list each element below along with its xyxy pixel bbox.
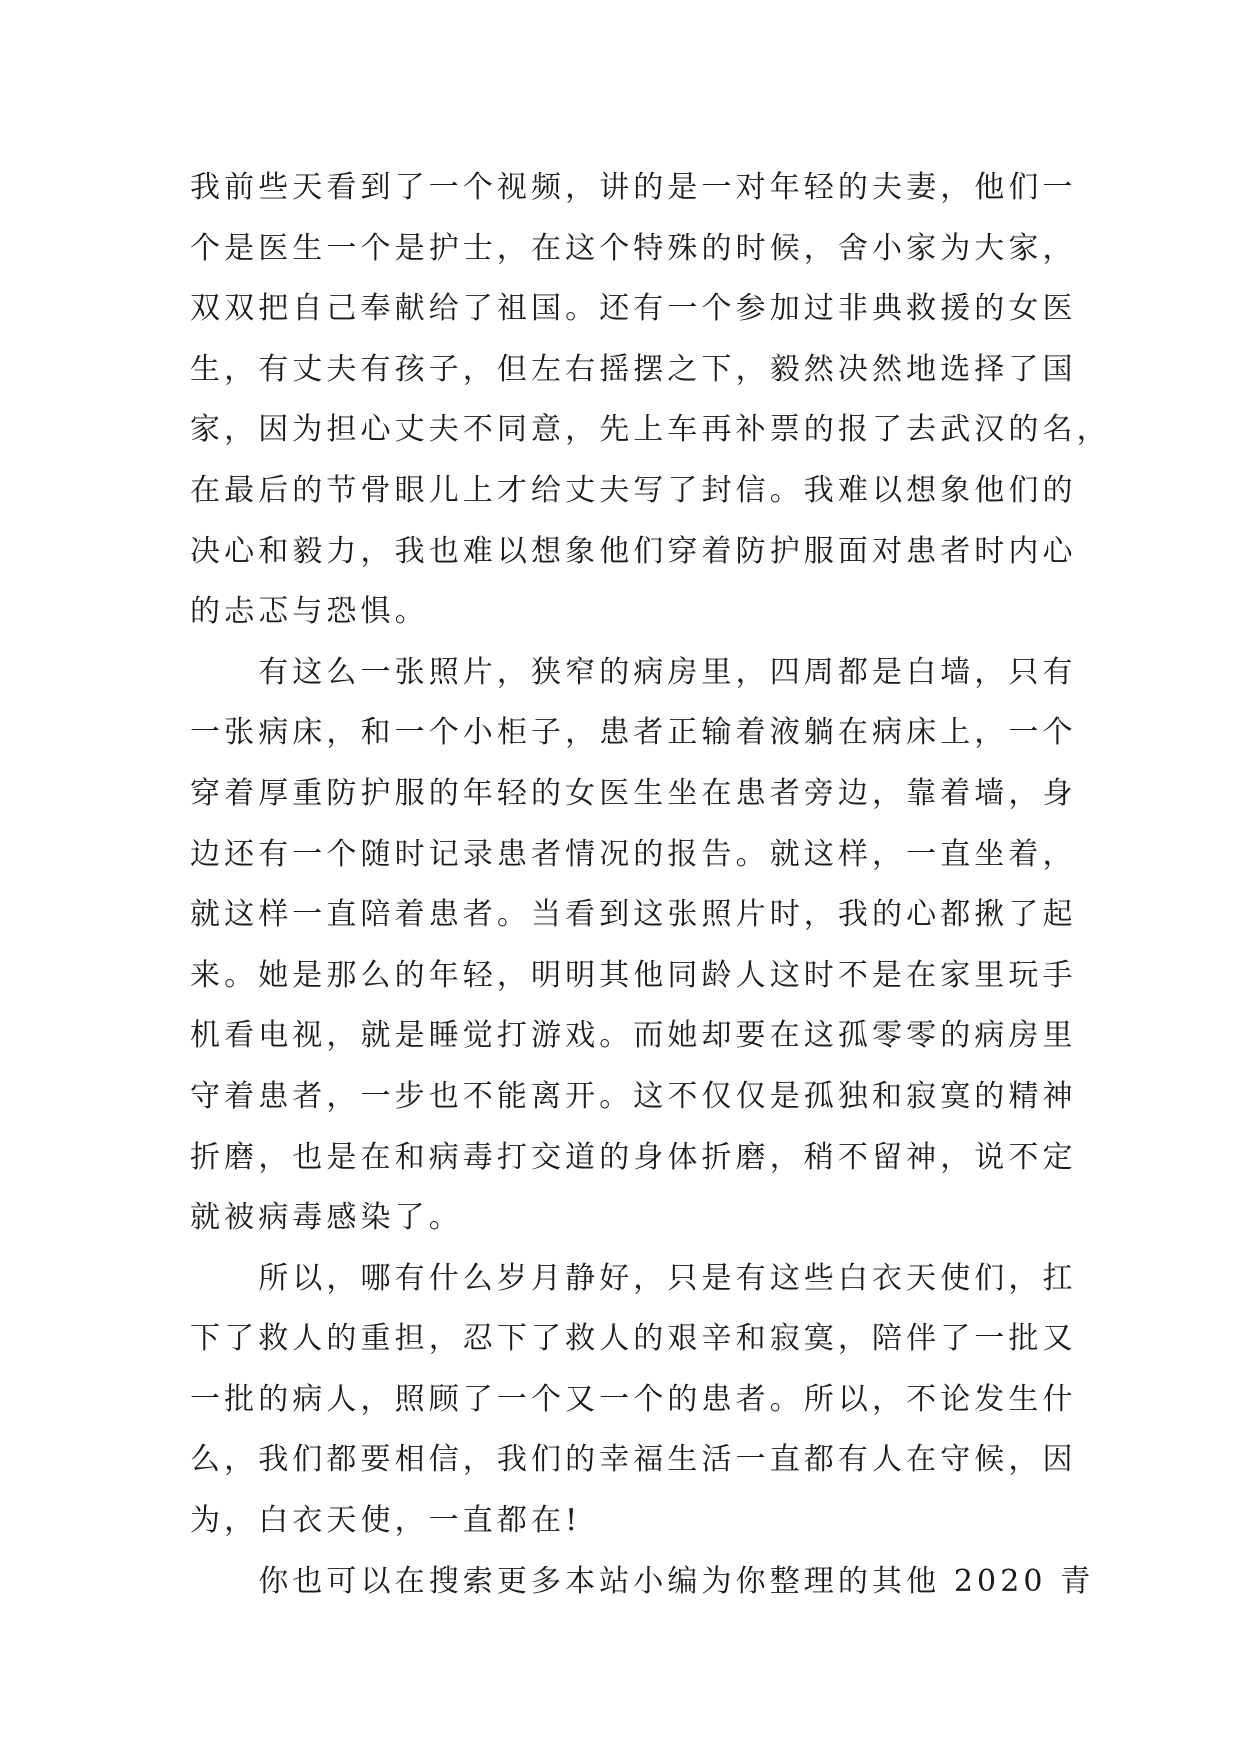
text-line: 你也可以在搜索更多本站小编为你整理的其他 2020 青 <box>190 1563 1095 1599</box>
text-line: 家，因为担心丈夫不同意，先上车再补票的报了去武汉的名， <box>190 412 1111 448</box>
text-line: 双双把自己奉献给了祖国。还有一个参加过非典救援的女医 <box>190 291 1077 327</box>
text-line: 在最后的节骨眼儿上才给丈夫写了封信。我难以想象他们的 <box>190 472 1077 508</box>
text-line: 守着患者，一步也不能离开。这不仅仅是孤独和寂寞的精神 <box>190 1078 1077 1114</box>
text-line: 一批的病人，照顾了一个又一个的患者。所以，不论发生什 <box>190 1381 1077 1417</box>
document-body <box>190 158 1111 1612</box>
text-line: 生，有丈夫有孩子，但左右摇摆之下，毅然决然地选择了国 <box>190 351 1077 387</box>
text-line: 下了救人的重担，忍下了救人的艰辛和寂寞，陪伴了一批又 <box>190 1321 1077 1357</box>
text-line: 机看电视，就是睡觉打游戏。而她却要在这孤零零的病房里 <box>190 1018 1077 1054</box>
text-line: 个是医生一个是护士，在这个特殊的时候，舍小家为大家， <box>190 230 1077 266</box>
text-line: 么，我们都要相信，我们的幸福生活一直都有人在守候，因 <box>190 1442 1077 1478</box>
text-line: 折磨，也是在和病毒打交道的身体折磨，稍不留神，说不定 <box>190 1139 1077 1175</box>
text-line: 一张病床，和一个小柜子，患者正输着液躺在病床上，一个 <box>190 715 1077 751</box>
text-line: 决心和毅力，我也难以想象他们穿着防护服面对患者时内心 <box>190 533 1077 569</box>
text-line: 的忐忑与恐惧。 <box>190 594 429 630</box>
text-line: 就这样一直陪着患者。当看到这张照片时，我的心都揪了起 <box>190 897 1077 933</box>
text-line: 有这么一张照片，狭窄的病房里，四周都是白墙，只有 <box>190 654 1077 690</box>
text-line: 边还有一个随时记录患者情况的报告。就这样，一直坐着， <box>190 836 1077 872</box>
text-line: 我前些天看到了一个视频，讲的是一对年轻的夫妻，他们一 <box>190 170 1077 205</box>
text-line: 穿着厚重防护服的年轻的女医生坐在患者旁边，靠着墙，身 <box>190 775 1077 811</box>
text-line: 就被病毒感染了。 <box>190 1200 463 1236</box>
text-line: 所以，哪有什么岁月静好，只是有这些白衣天使们，扛 <box>190 1260 1077 1296</box>
text-line: 来。她是那么的年轻，明明其他同龄人这时不是在家里玩手 <box>190 957 1077 993</box>
text-line: 为，白衣天使，一直都在! <box>190 1503 582 1539</box>
